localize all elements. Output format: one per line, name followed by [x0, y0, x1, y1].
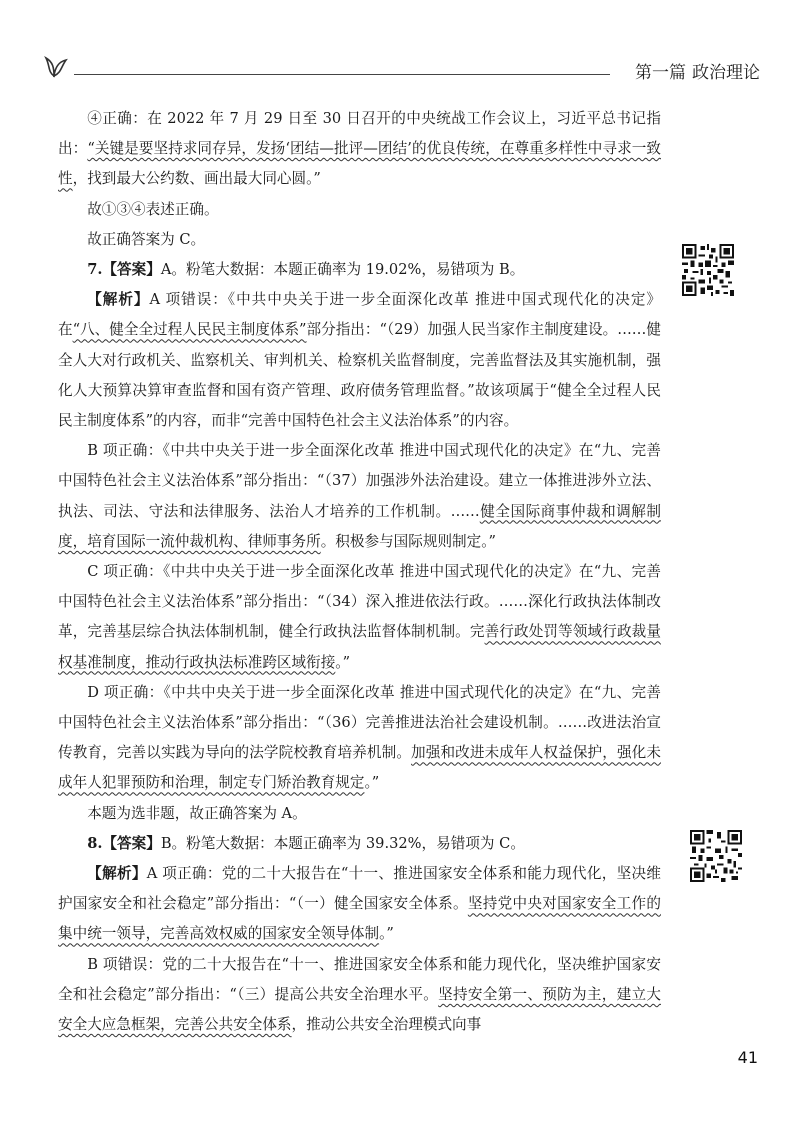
section-title: [629, 58, 760, 83]
answer-label: 7.【答案】: [87, 261, 161, 279]
analysis-label: 【解析】: [87, 865, 147, 883]
highlighted-quote: 加强和改进未成年人权益保护，强化未成年人犯罪预防和治理，制定专门矫治教育规定: [58, 744, 661, 792]
paragraph-4-correct: ④正确：在 2022 年 7 月 29 日至 30 日召开的中央统战工作会议上，习近平总书记指出：“关键是要坚持求同存异，发扬‘团结—批评—团结’的优良传统，在尊重多样性中寻求一致性，找到最大公约数、画出最大同心圆。”: [58, 110, 661, 188]
question-7-analysis-a: 【解析】A 项错误：《中共中央关于进一步全面深化改革 推进中国式现代化的决定》在“八、健全全过程人民民主制度体系”部分指出：“（29）加强人民当家作主制度建设。……健全人大对行政机关、监察机关、审判机关、检察机关监督制度，完善监督法及其实施机制，强化人大预算决算审查监督和国有资产管理、政府债务管理监督。”故该项属于“健全全过程人民民主制度体系”的内容，而非“完善中国特色社会主义法治体系”的内容。: [58, 291, 661, 430]
analysis-label: 【解析】: [87, 291, 150, 309]
question-8-analysis-b: B 项错误：党的二十大报告在“十一、推进国家安全体系和能力现代化，坚决维护国家安全和社会稳定”部分指出：“（三）提高公共安全治理水平。坚持安全第一、预防为主，建立大安全大应急框架，完善公共安全体系，推动公共安全治理模式向事: [58, 955, 661, 1034]
question-7-answer: 7.【答案】A。粉笔大数据：本题正确率为 19.02%，易错项为 B。: [87, 261, 525, 279]
question-8-analysis-a: 【解析】A 项正确：党的二十大报告在“十一、推进国家安全体系和能力现代化，坚决维护国家安全和社会稳定”部分指出：“（一）健全国家安全体系。坚持党中央对国家安全工作的集中统一领导，完善高效权威的国家安全领导体制。”: [58, 865, 661, 943]
highlighted-quote: 健全国际商事仲裁和调解制度，培育国际一流仲裁机构、律师事务所: [58, 502, 661, 550]
qr-code-q8-icon[interactable]: [690, 830, 742, 882]
highlighted-quote: 善行政处罚等领域行政裁量权基准制度，推动行政执法标准跨区域衔接: [58, 623, 661, 671]
question-7-analysis-c: C 项正确：《中共中央关于进一步全面深化改革 推进中国式现代化的决定》在“九、完善中国特色社会主义法治体系”部分指出：“（34）深入推进依法行政。……深化行政执法体制改革，完善基层综合执法体制机制，健全行政执法监督体制机制。完善行政处罚等领域行政裁量权基准制度，推动行政执法标准跨区域衔接。”: [58, 563, 661, 671]
header-rule: [74, 74, 610, 75]
question-7-conclusion: 本题为选非题，故正确答案为 A。: [87, 804, 307, 822]
page-number: 41: [737, 1048, 758, 1067]
highlighted-quote: 坚持党中央对国家安全工作的集中统一领导，完善高效权威的国家安全领导体制: [58, 895, 661, 943]
question-8-answer: 8.【答案】B。粉笔大数据：本题正确率为 39.32%，易错项为 C。: [87, 834, 525, 852]
part-title: 政治理论: [692, 63, 760, 83]
highlighted-quote: 坚持安全第一、预防为主，建立大安全大应急框架，完善公共安全体系: [58, 985, 661, 1034]
page-body: [58, 104, 661, 1040]
page-header: [40, 50, 760, 83]
question-7-analysis-d: D 项正确：《中共中央关于进一步全面深化改革 推进中国式现代化的决定》在“九、完善中国特色社会主义法治体系”部分指出：“（36）完善推进法治社会建设机制。……改进法治宣传教育，完善以实践为导向的法学院校教育培养机制。加强和改进未成年人权益保护，强化未成年人犯罪预防和治理，制定专门矫治教育规定。”: [58, 683, 661, 792]
answer-label: 8.【答案】: [87, 834, 161, 852]
leaf-logo-icon: [40, 50, 70, 80]
highlighted-quote: “八、健全全过程人民民主制度体系”: [72, 321, 307, 339]
paragraph-answer-6: 故正确答案为 C。: [87, 230, 206, 248]
highlighted-quote: “关键是要坚持求同存异，发扬‘团结—批评—团结’的优良传统，在尊重多样性中寻求一致性: [58, 140, 661, 188]
question-7-analysis-b: B 项正确：《中共中央关于进一步全面深化改革 推进中国式现代化的决定》在“九、完善中国特色社会主义法治体系”部分指出：“（37）加强涉外法治建设。建立一体推进涉外立法、执法、司法、守法和法律服务、法治人才培养的工作机制。……健全国际商事仲裁和调解制度，培育国际一流仲裁机构、律师事务所。积极参与国际规则制定。”: [58, 442, 661, 550]
part-label: 第一篇: [635, 63, 686, 83]
paragraph-conclusion: 故①③④表述正确。: [87, 200, 219, 218]
qr-code-q7-icon[interactable]: [682, 244, 734, 296]
